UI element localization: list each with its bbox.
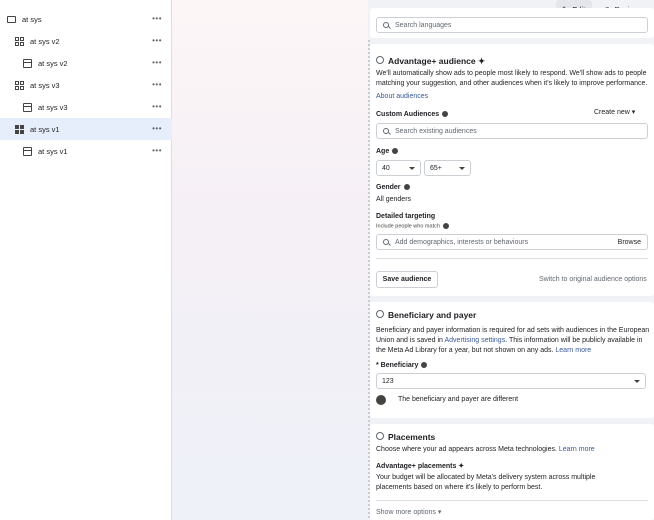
- audience-card: [370, 44, 654, 296]
- search-icon: [383, 22, 389, 28]
- more-options-icon[interactable]: •••: [152, 80, 162, 89]
- ad-icon: [23, 147, 32, 156]
- caret-down-icon: [634, 380, 640, 383]
- detailed-targeting-input[interactable]: [376, 234, 648, 250]
- browse-button[interactable]: Browse: [617, 238, 641, 246]
- check-circle-icon: [376, 56, 384, 64]
- about-audiences-link[interactable]: About audiences: [376, 93, 429, 100]
- sparkle-icon: ✦: [458, 463, 465, 470]
- payer-different-toggle[interactable]: [376, 395, 386, 405]
- search-languages-input[interactable]: [376, 17, 648, 33]
- tree-item-adset-selected[interactable]: [0, 118, 172, 140]
- campaign-grid-icon: [15, 37, 24, 46]
- divider: [376, 500, 648, 501]
- info-icon: [392, 148, 398, 154]
- age-label: Age: [376, 148, 398, 155]
- beneficiary-title: Beneficiary and payer: [388, 310, 477, 320]
- create-new-dropdown[interactable]: Create new ▾: [594, 109, 636, 116]
- beneficiary-label: * Beneficiary: [376, 362, 427, 369]
- custom-audiences-input[interactable]: [376, 123, 648, 139]
- tree-item-adset[interactable]: [0, 30, 172, 52]
- detailed-targeting-sublabel: Include people who match: [376, 223, 449, 229]
- languages-card: [370, 8, 654, 38]
- age-max-value: 65+: [430, 164, 442, 172]
- folder-icon: [7, 16, 16, 23]
- gender-value: All genders: [376, 196, 412, 203]
- placements-description: Choose where your ad appears across Meta technologies. Learn more: [376, 446, 595, 453]
- placements-title: Placements: [388, 432, 436, 442]
- beneficiary-value: 123: [382, 377, 394, 385]
- search-icon: [383, 128, 389, 134]
- tree-item-ad[interactable]: [0, 140, 172, 162]
- tree-item-label: at sys v3: [38, 102, 68, 112]
- advantage-placements-description: Your budget will be allocated by Meta's delivery system across multiple placements based on where it's likely to perform best.: [376, 474, 596, 491]
- tree-item-ad[interactable]: [0, 52, 172, 74]
- ad-icon: [23, 59, 32, 68]
- campaign-tree-sidebar: [0, 0, 172, 520]
- learn-more-link[interactable]: Learn more: [555, 347, 592, 354]
- info-icon: [443, 223, 449, 229]
- sparkle-icon: ✦: [478, 56, 486, 66]
- caret-down-icon: [409, 167, 415, 170]
- advertising-settings-link[interactable]: Advertising settings: [444, 337, 506, 344]
- beneficiary-description: Beneficiary and payer information is required for ad sets with audiences in the European Union and is saved in Advertising settings. This information will be publicly available in the Meta Ad Library for a year, but not shown on any ads. Learn more: [376, 327, 650, 354]
- more-options-icon[interactable]: •••: [152, 58, 162, 67]
- info-icon: [404, 184, 410, 190]
- caret-down-icon: [459, 167, 465, 170]
- campaign-grid-icon: [15, 81, 24, 90]
- age-min-select[interactable]: [376, 160, 421, 176]
- show-more-options-link[interactable]: Show more options ▾: [376, 509, 442, 516]
- more-options-icon[interactable]: •••: [152, 102, 162, 111]
- advantage-placements-label: Advantage+ placements ✦: [376, 463, 465, 470]
- ad-icon: [23, 103, 32, 112]
- age-min-value: 40: [382, 164, 390, 172]
- more-options-icon[interactable]: •••: [152, 14, 162, 23]
- search-languages-placeholder: Search languages: [395, 21, 452, 29]
- search-icon: [383, 239, 389, 245]
- campaign-grid-icon: [15, 125, 24, 134]
- check-circle-icon: [376, 310, 384, 318]
- tree-item-label: at sys v3: [30, 80, 60, 90]
- placements-card: [370, 424, 654, 520]
- beneficiary-select[interactable]: [376, 373, 646, 389]
- tree-item-campaign[interactable]: [0, 8, 172, 30]
- custom-audiences-placeholder: Search existing audiences: [395, 127, 477, 135]
- info-icon: [421, 362, 427, 368]
- tree-item-label: at sys v2: [30, 36, 60, 46]
- custom-audiences-label: Custom Audiences: [376, 111, 448, 118]
- tree-item-label: at sys v1: [30, 124, 60, 134]
- save-audience-button[interactable]: Save audience: [376, 271, 438, 288]
- divider: [376, 258, 648, 259]
- tree-item-adset[interactable]: [0, 74, 172, 96]
- age-max-select[interactable]: [424, 160, 471, 176]
- switch-audience-link[interactable]: Switch to original audience options: [539, 276, 647, 283]
- info-icon: [442, 111, 448, 117]
- audience-title: Advantage+ audience ✦: [388, 56, 486, 66]
- more-options-icon[interactable]: •••: [152, 124, 162, 133]
- detailed-targeting-placeholder: Add demographics, interests or behaviours: [395, 238, 529, 246]
- check-circle-icon: [376, 432, 384, 440]
- detailed-targeting-label: Detailed targeting: [376, 213, 436, 220]
- learn-more-link[interactable]: Learn more: [558, 446, 595, 453]
- beneficiary-card: [370, 302, 654, 418]
- gender-label: Gender: [376, 184, 410, 191]
- more-options-icon[interactable]: •••: [152, 146, 162, 155]
- tree-item-ad[interactable]: [0, 96, 172, 118]
- more-options-icon[interactable]: •••: [152, 36, 162, 45]
- audience-description: We'll automatically show ads to people most likely to respond. We'll show ads to people matching your suggestion, and other audiences when it's likely to improve performance.: [376, 70, 648, 87]
- tree-item-label: at sys v1: [38, 146, 68, 156]
- canvas-background: [172, 0, 368, 520]
- tree-item-label: at sys v2: [38, 58, 68, 68]
- tree-item-label: at sys: [22, 14, 42, 24]
- payer-different-label: The beneficiary and payer are different: [398, 396, 519, 403]
